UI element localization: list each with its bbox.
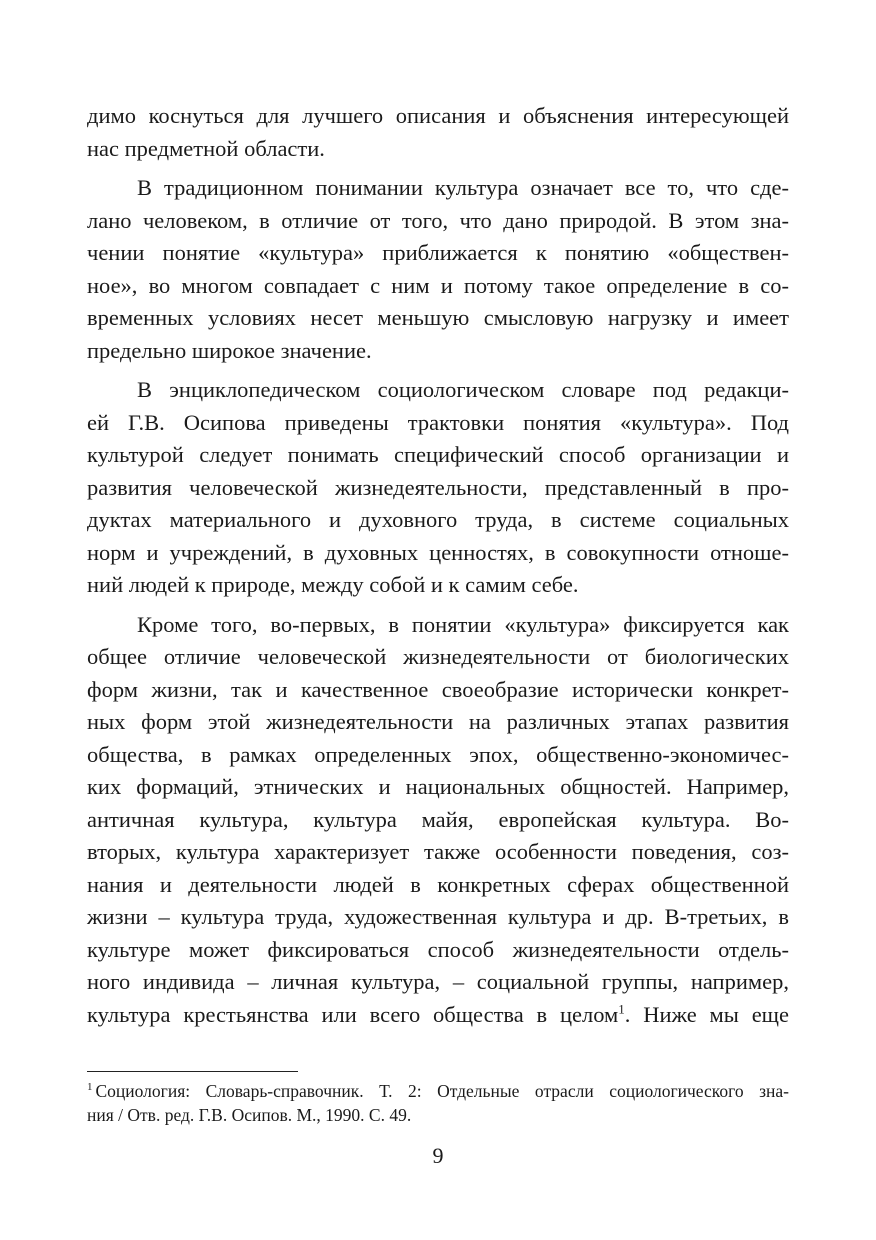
text-line: вторых, культура характеризует также особенности поведения, соз- xyxy=(87,839,789,864)
page-body xyxy=(87,100,789,1031)
text-line: В энциклопедическом социологическом словаре под редакци- xyxy=(137,377,789,402)
footnote-separator xyxy=(87,1071,298,1072)
text-line: античная культура, культура майя, европейская культура. Во- xyxy=(87,806,789,832)
text-segment: культура крестьянства или всего общества в целом xyxy=(87,1001,619,1027)
page-number: 9 xyxy=(432,1143,444,1168)
text-line: форм жизни, так и качественное своеобразие исторически конкрет- xyxy=(87,676,789,702)
text-line: димо коснуться для лучшего описания и объяснения интересующей xyxy=(87,103,789,128)
footnote-line: ния / Отв. ред. Г.В. Осипов. М., 1990. С. 49. xyxy=(87,1105,412,1125)
text-line: ких формаций, этнических и национальных общностей. Например, xyxy=(87,774,789,799)
footnote-marker: 1 xyxy=(87,1081,93,1094)
paragraph-besides-that xyxy=(87,609,789,1032)
text-line: общества, в рамках определенных эпох, общественно-экономичес- xyxy=(87,741,789,767)
text-line: культурой следует понимать специфический способ организации и xyxy=(87,442,789,467)
text-line: чении понятие «культура» приближается к понятию «обществен- xyxy=(87,240,789,265)
text-line: ний людей к природе, между собой и к самим себе. xyxy=(87,572,579,597)
text-line: культуре может фиксироваться способ жизнедеятельности отдель- xyxy=(87,936,789,962)
footnote-line xyxy=(87,1079,789,1103)
text-line: ного индивида – личная культура, – социальной группы, например, xyxy=(87,969,789,994)
text-line: ных форм этой жизнедеятельности на различных этапах развития xyxy=(87,709,789,734)
text-line: норм и учреждений, в духовных ценностях, в совокупности отноше- xyxy=(87,539,789,565)
text-line: ное», во многом совпадает с ним и потому такое определение в со- xyxy=(87,272,789,298)
text-line-with-footnote-ref xyxy=(87,999,789,1032)
text-line: жизни – культура труда, художественная культура и др. В-третьих, в xyxy=(87,904,789,929)
text-line: временных условиях несет меньшую смысловую нагрузку и имеет xyxy=(87,305,789,330)
text-line: лано человеком, в отличие от того, что дано природой. В этом зна- xyxy=(87,207,789,233)
paragraph-encyclopedic-dictionary xyxy=(87,374,789,602)
text-line: развития человеческой жизнедеятельности, представленный в про- xyxy=(87,474,789,500)
text-line: предельно широкое значение. xyxy=(87,337,372,363)
text-line: ей Г.В. Осипова приведены трактовки понятия «культура». Под xyxy=(87,409,789,435)
paragraph-continuation xyxy=(87,100,789,165)
paragraph-traditional-understanding xyxy=(87,172,789,367)
text-line: нания и деятельности людей в конкретных сферах общественной xyxy=(87,871,789,897)
text-segment: . Ниже мы еще xyxy=(624,1001,789,1027)
text-line: дуктах материального и духовного труда, в системе социальных xyxy=(87,507,789,532)
text-line: В традиционном понимании культура означает все то, что сде- xyxy=(137,175,789,200)
footnote-text: Социология: Словарь-справочник. Т. 2: Отдельные отрасли социологического зна- xyxy=(95,1081,789,1101)
footnote-reference[interactable]: 1 xyxy=(618,1001,625,1016)
text-line: общее отличие человеческой жизнедеятельности от биологических xyxy=(87,644,789,669)
text-line: Кроме того, во-первых, в понятии «культура» фиксируется как xyxy=(137,611,789,637)
footnote xyxy=(87,1079,789,1127)
text-line: нас предметной области. xyxy=(87,135,325,161)
